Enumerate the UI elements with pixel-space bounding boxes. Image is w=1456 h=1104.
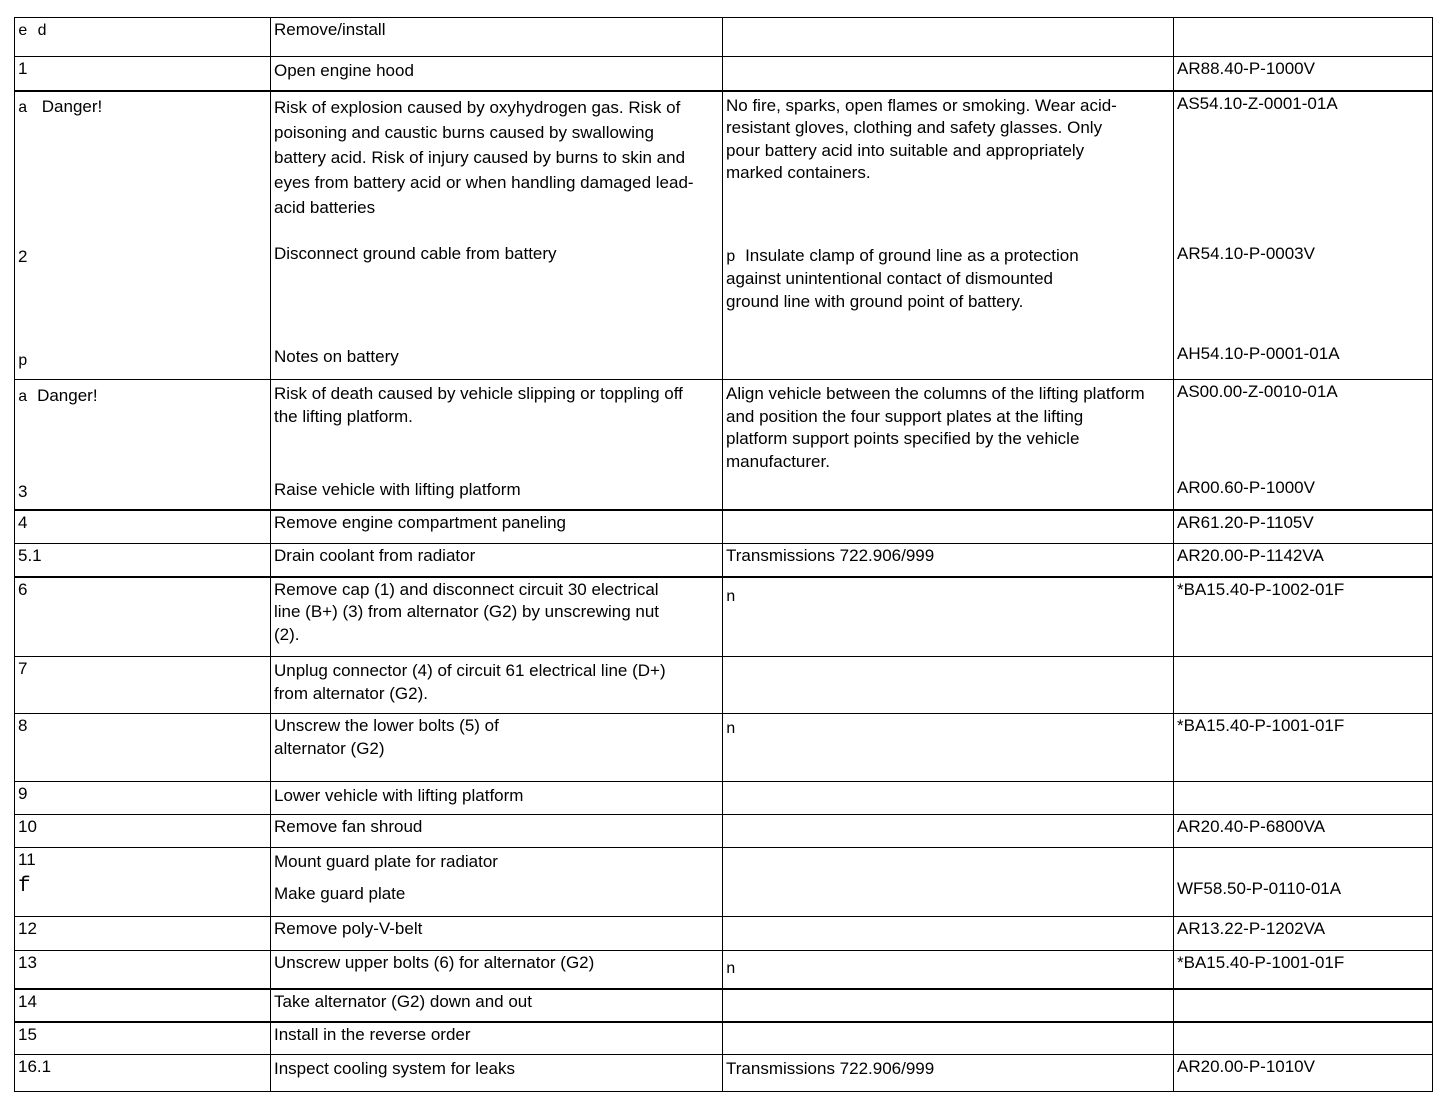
reference-link[interactable]: *BA15.40-P-1002-01F [1177, 579, 1345, 599]
reference-link[interactable]: AH54.10-P-0001-01A [1177, 343, 1340, 363]
task-cell [271, 18, 723, 57]
danger-label: Danger! [41, 96, 103, 116]
step-cell [15, 714, 271, 782]
warning-icon: a [18, 388, 28, 406]
task-text: Inspect cooling system for leaks [274, 1059, 515, 1078]
step-cell [15, 18, 271, 57]
reference-link[interactable]: AR13.22-P-1202VA [1177, 919, 1326, 938]
step-cell [15, 380, 271, 510]
task-text: Remove/install [274, 20, 386, 39]
notes-cell [723, 544, 1174, 577]
step-number: 9 [18, 784, 28, 803]
danger-text: Risk of explosion caused by oxyhydrogen gas. Risk of poisoning and caustic burns caused by swallowing battery acid. Risk of injury caused by burns to skin and eyes from battery acid or when handling damaged lead-acid batteries [274, 97, 694, 217]
step-number: 3 [18, 482, 28, 501]
note-icon: n [726, 587, 736, 606]
step-number: 11 [18, 850, 36, 869]
step-number: 15 [18, 1024, 37, 1044]
danger-text: Risk of death caused by vehicle slipping or toppling off the lifting platform. [274, 384, 683, 426]
reference-link[interactable]: WF58.50-P-0110-01A [1177, 879, 1342, 898]
step-cell [15, 1022, 271, 1055]
reference-link[interactable]: AR20.00-P-1142VA [1177, 546, 1324, 565]
step-cell [15, 951, 271, 989]
task-text: Unscrew upper bolts (6) for alternator (G2) [274, 953, 595, 972]
ref-cell [1174, 1022, 1433, 1055]
notes-cell [723, 657, 1174, 714]
table-row [15, 380, 1433, 510]
ref-cell [1174, 989, 1433, 1022]
task-cell [271, 815, 723, 848]
step-cell [15, 510, 271, 544]
task-cell [271, 782, 723, 815]
reference-link[interactable]: AR20.00-P-1010V [1177, 1057, 1315, 1076]
task-cell [271, 1055, 723, 1092]
task-cell [271, 57, 723, 91]
note-text: Transmissions 722.906/999 [726, 1059, 935, 1078]
notes-cell [723, 951, 1174, 989]
task-text: Make guard plate [274, 884, 406, 903]
notes-cell [723, 848, 1174, 917]
table-row [15, 782, 1433, 815]
reference-link[interactable]: AR88.40-P-1000V [1177, 59, 1315, 78]
ref-cell [1174, 544, 1433, 577]
ref-cell [1174, 714, 1433, 782]
notes-cell [723, 714, 1174, 782]
step-cell [15, 657, 271, 714]
step-cell [15, 57, 271, 91]
step-number: 5.1 [18, 546, 42, 565]
task-cell [271, 657, 723, 714]
note-icon: n [726, 720, 736, 738]
notes-cell [723, 91, 1174, 380]
task-text: Disconnect ground cable from battery [274, 243, 557, 263]
step-cell [15, 917, 271, 951]
procedure-table [14, 17, 1433, 1092]
reference-link[interactable]: AR61.20-P-1105V [1177, 512, 1314, 532]
ref-cell [1174, 657, 1433, 714]
ref-cell [1174, 577, 1433, 657]
task-text: Remove fan shroud [274, 817, 423, 836]
table-row [15, 917, 1433, 951]
task-text: Unscrew the lower bolts (5) of [274, 716, 499, 735]
task-text: Open engine hood [274, 61, 414, 80]
task-text: Unplug connector (4) of circuit 61 electrical line (D+) from alternator (G2). [274, 661, 666, 703]
note-icon: n [726, 960, 736, 978]
task-cell [271, 380, 723, 510]
ref-cell [1174, 951, 1433, 989]
ref-cell [1174, 815, 1433, 848]
step-number: 2 [18, 246, 28, 266]
step-cell [15, 989, 271, 1022]
ref-cell [1174, 917, 1433, 951]
reference-link[interactable]: AR20.40-P-6800VA [1177, 817, 1326, 836]
task-cell [271, 91, 723, 380]
task-text: Install in the reverse order [274, 1024, 471, 1044]
task-text: Mount guard plate for radiator [274, 852, 498, 871]
ref-cell [1174, 510, 1433, 544]
notes-cell [723, 577, 1174, 657]
danger-notes: Align vehicle between the columns of the lifting platform and position the four support plates at the lifting platform support points specified by the vehicle manufacturer. [726, 384, 1145, 471]
step-cell [15, 782, 271, 815]
ref-cell [1174, 57, 1433, 91]
table-row [15, 1022, 1433, 1055]
step-number: 1 [18, 59, 28, 78]
task-cell [271, 989, 723, 1022]
note-text: Insulate clamp of ground line as a protection against unintentional contact of dismounted ground line with ground point of battery. [726, 245, 1079, 311]
step-number: 13 [18, 953, 37, 972]
step-cell [15, 91, 271, 380]
step-number: 16.1 [18, 1057, 52, 1076]
reference-link[interactable]: AR54.10-P-0003V [1177, 243, 1315, 263]
task-cell [271, 714, 723, 782]
step-cell [15, 1055, 271, 1092]
table-row [15, 951, 1433, 989]
notes-cell [723, 917, 1174, 951]
notes-cell [723, 380, 1174, 510]
table-row [15, 1055, 1433, 1092]
task-text: Remove engine compartment paneling [274, 512, 567, 532]
ref-cell [1174, 782, 1433, 815]
step-number: 6 [18, 579, 28, 599]
table-row [15, 657, 1433, 714]
step-cell [15, 544, 271, 577]
table-row [15, 848, 1433, 917]
notes-cell [723, 18, 1174, 57]
step-number: 8 [18, 716, 28, 735]
step-number: 14 [18, 991, 37, 1011]
step-number: 4 [18, 512, 28, 532]
ref-cell [1174, 848, 1433, 917]
hint-icon: f [18, 875, 31, 898]
table-row [15, 989, 1433, 1022]
step-number: 7 [18, 659, 28, 678]
table-row [15, 714, 1433, 782]
task-text: Notes on battery [274, 346, 399, 366]
table-row [15, 510, 1433, 544]
step-number: 12 [18, 919, 37, 938]
step-cell [15, 848, 271, 917]
notes-cell [723, 782, 1174, 815]
task-cell [271, 917, 723, 951]
task-cell [271, 510, 723, 544]
reference-link[interactable]: AS54.10-Z-0001-01A [1177, 93, 1338, 113]
table-row [15, 57, 1433, 91]
task-cell [271, 951, 723, 989]
note-icon: p [18, 351, 28, 370]
note-icon: p [726, 247, 736, 266]
reference-link[interactable]: *BA15.40-P-1001-01F [1177, 953, 1345, 972]
table-row [15, 18, 1433, 57]
task-cell [271, 848, 723, 917]
step-symbol: e d [18, 22, 47, 40]
danger-label: Danger! [37, 386, 98, 405]
danger-notes: No fire, sparks, open flames or smoking. Wear acid-resistant gloves, clothing and safety glasses. Only pour battery acid into suitable and appropriately marked containers. [726, 95, 1117, 182]
task-text: Remove poly-V-belt [274, 919, 423, 938]
ref-cell [1174, 380, 1433, 510]
task-text: Raise vehicle with lifting platform [274, 480, 521, 499]
table-row [15, 91, 1433, 380]
task-text: Lower vehicle with lifting platform [274, 786, 524, 805]
task-text: Drain coolant from radiator [274, 546, 476, 565]
task-text: Remove cap (1) and disconnect circuit 30 electrical line (B+) (3) from alternator (G2) by unscrewing nut (2). [274, 579, 660, 644]
notes-cell [723, 815, 1174, 848]
step-cell [15, 815, 271, 848]
ref-cell [1174, 91, 1433, 380]
table-row [15, 577, 1433, 657]
ref-cell [1174, 18, 1433, 57]
notes-cell [723, 57, 1174, 91]
task-cell [271, 1022, 723, 1055]
reference-link[interactable]: AR00.60-P-1000V [1177, 478, 1315, 497]
task-cell [271, 544, 723, 577]
step-cell [15, 577, 271, 657]
reference-link[interactable]: AS00.00-Z-0010-01A [1177, 382, 1338, 401]
notes-cell [723, 1055, 1174, 1092]
reference-link[interactable]: *BA15.40-P-1001-01F [1177, 716, 1345, 735]
note-text: Transmissions 722.906/999 [726, 546, 935, 565]
task-text: alternator (G2) [274, 738, 385, 758]
step-number: 10 [18, 817, 37, 836]
ref-cell [1174, 1055, 1433, 1092]
warning-icon: a [18, 98, 28, 117]
notes-cell [723, 510, 1174, 544]
task-cell [271, 577, 723, 657]
task-text: Take alternator (G2) down and out [274, 991, 532, 1011]
notes-cell [723, 1022, 1174, 1055]
notes-cell [723, 989, 1174, 1022]
table-row [15, 544, 1433, 577]
table-row [15, 815, 1433, 848]
